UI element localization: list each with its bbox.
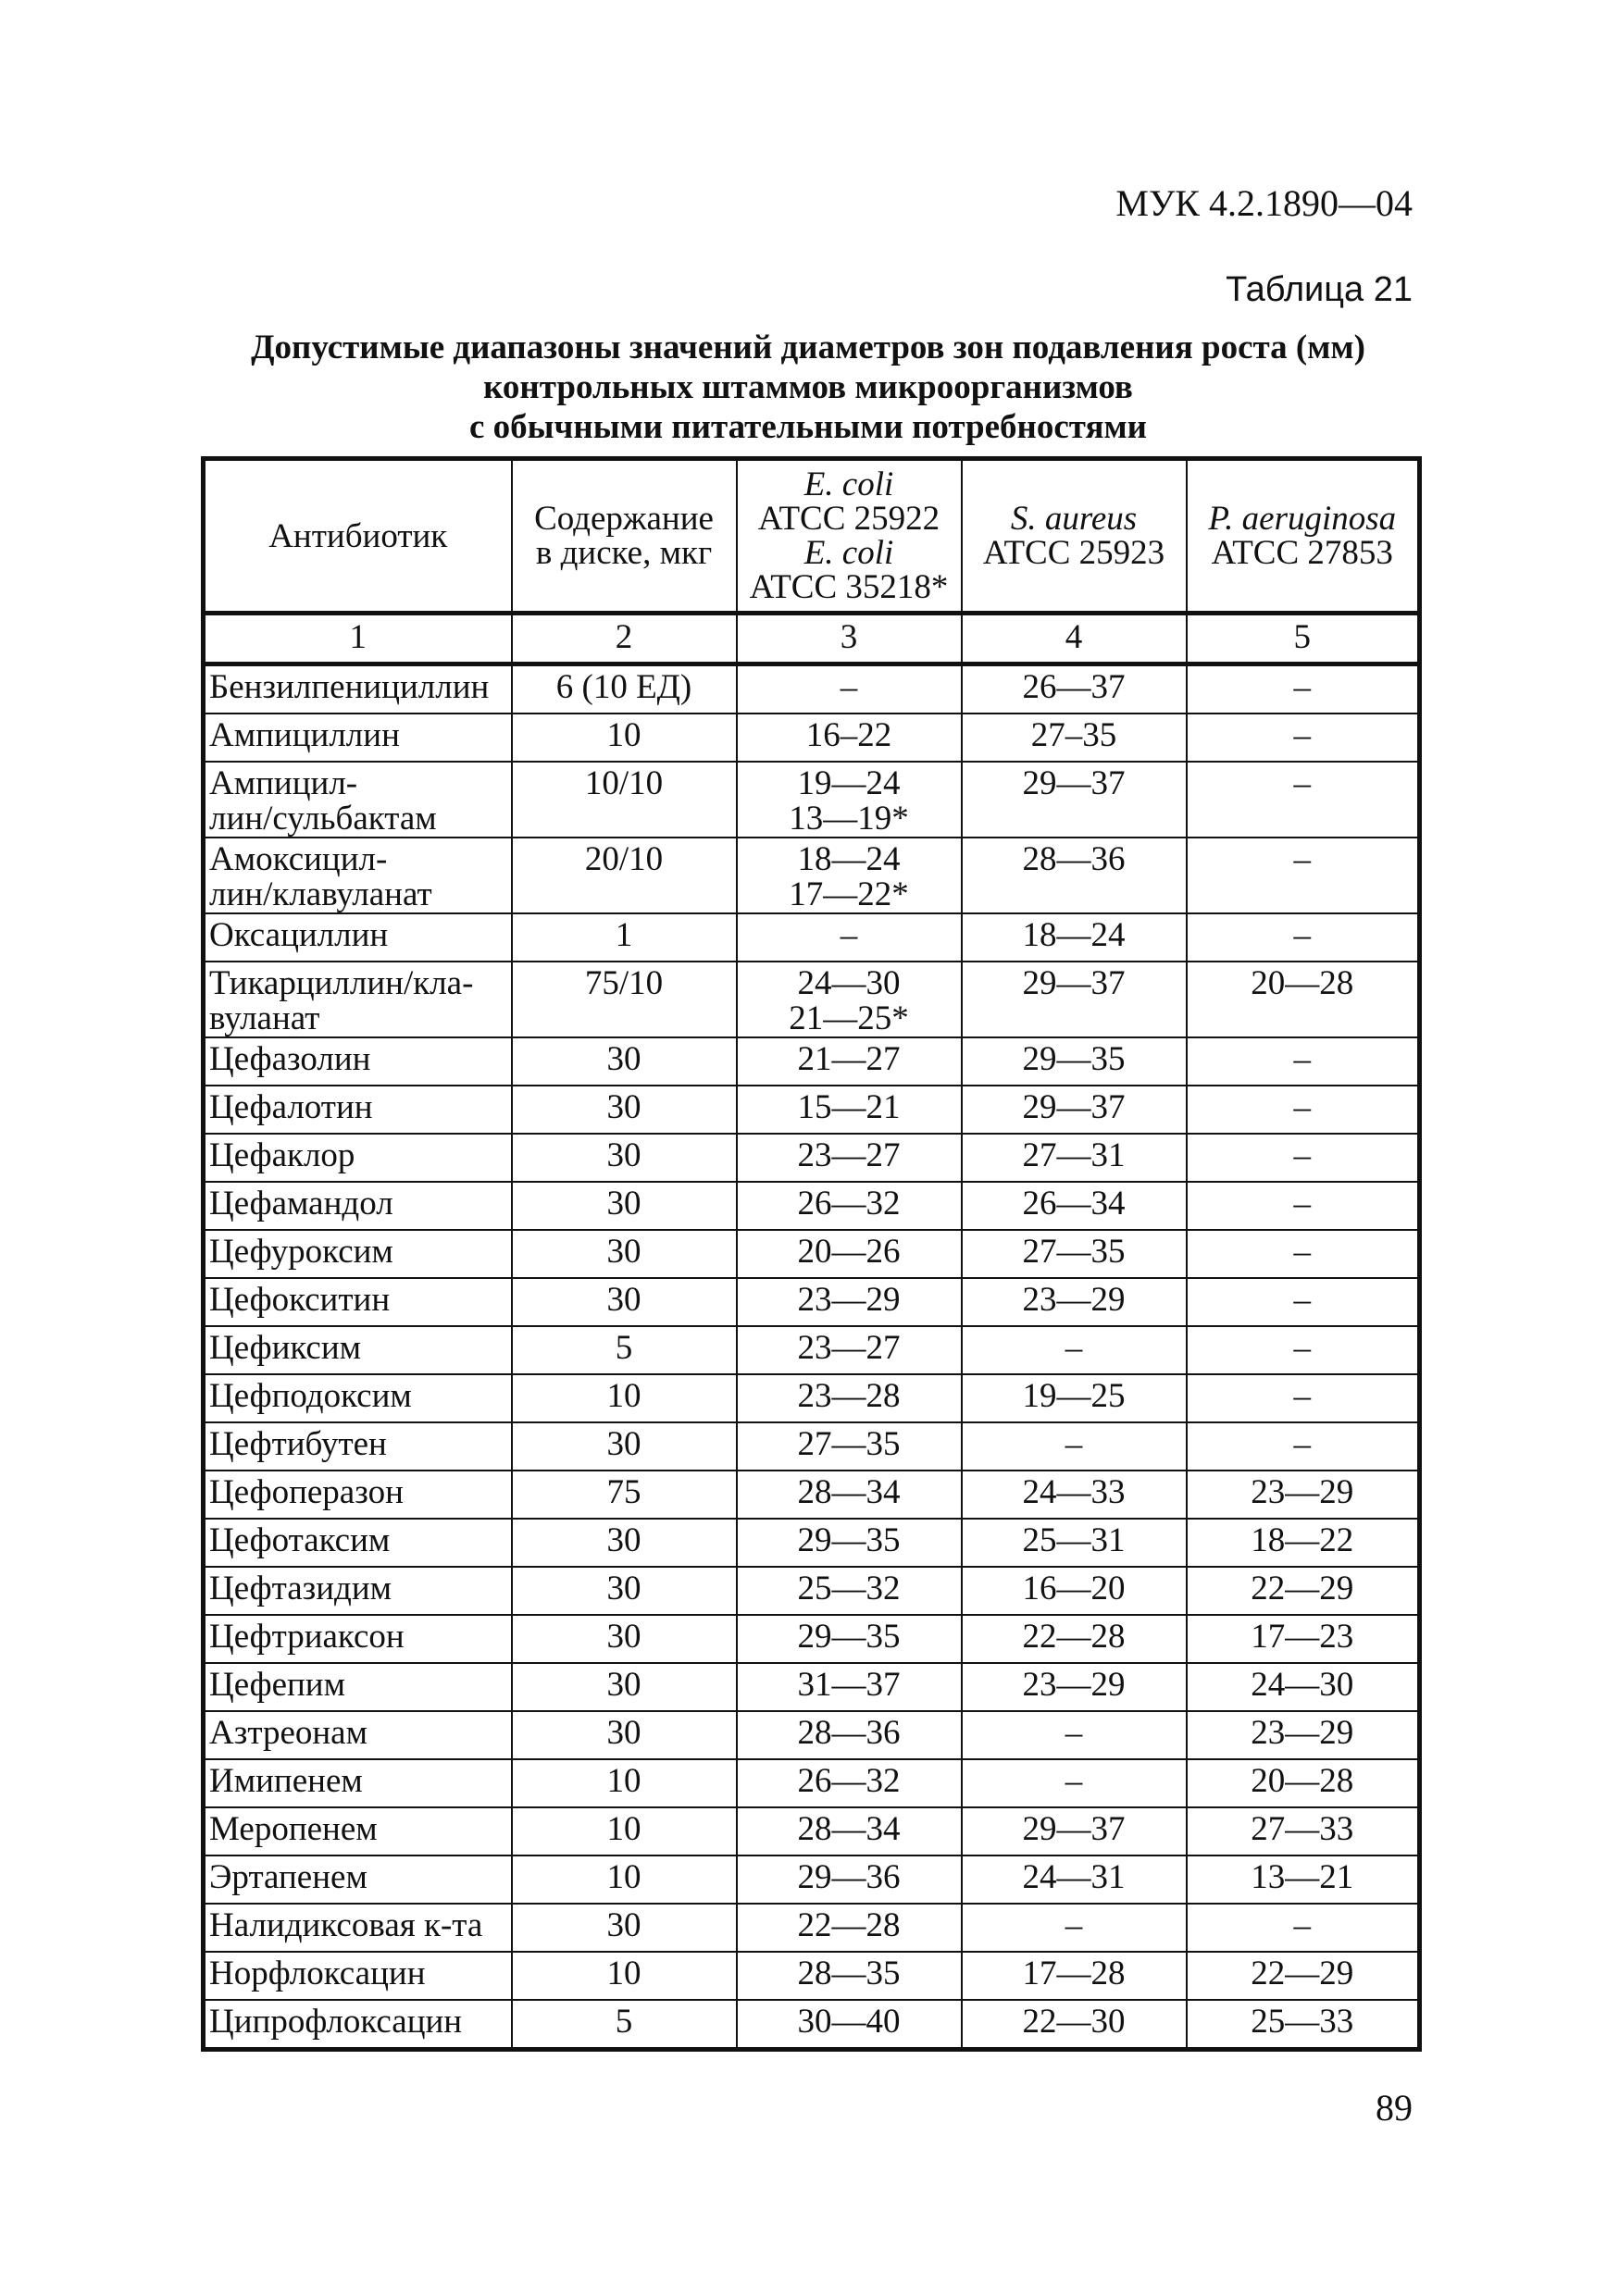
antibiotic-name: Ципрофлоксацин <box>204 2000 512 2050</box>
ecoli-range: 24—30 21—25* <box>737 962 962 1037</box>
saureus-range: – <box>962 1759 1187 1807</box>
table-row <box>204 913 1420 962</box>
column-number: 1 <box>204 614 512 664</box>
saureus-range: 26—34 <box>962 1182 1187 1230</box>
disk-content: 10 <box>512 1374 737 1422</box>
column-number-row <box>204 614 1420 664</box>
antibiotic-name: Азтреонам <box>204 1711 512 1759</box>
table-row <box>204 1471 1420 1519</box>
paeruginosa-range: 22—29 <box>1187 1952 1420 2000</box>
disk-content: 10 <box>512 1807 737 1855</box>
ecoli-range: 26—32 <box>737 1182 962 1230</box>
disk-content: 30 <box>512 1422 737 1471</box>
ecoli-range: 28—34 <box>737 1807 962 1855</box>
table-row <box>204 1759 1420 1807</box>
table-row <box>204 1278 1420 1326</box>
header-antibiotic: Антибиотик <box>204 459 512 614</box>
ecoli-range: 30—40 <box>737 2000 962 2050</box>
antibiotic-name: Цефамандол <box>204 1182 512 1230</box>
paeruginosa-range: – <box>1187 1182 1420 1230</box>
ecoli-range: 31—37 <box>737 1663 962 1711</box>
disk-content: 5 <box>512 1326 737 1374</box>
table-row <box>204 2000 1420 2050</box>
table-row <box>204 1663 1420 1711</box>
ecoli-range: 21—27 <box>737 1037 962 1086</box>
disk-content: 30 <box>512 1134 737 1182</box>
title-line-2: контрольных штаммов микроорганизмов <box>483 368 1133 406</box>
ecoli-range: 18—24 17—22* <box>737 838 962 913</box>
disk-content: 5 <box>512 2000 737 2050</box>
table-row <box>204 1134 1420 1182</box>
saureus-range: 24—33 <box>962 1471 1187 1519</box>
paeruginosa-range: 25—33 <box>1187 2000 1420 2050</box>
saureus-range: 17—28 <box>962 1952 1187 2000</box>
disk-content: 30 <box>512 1567 737 1615</box>
paeruginosa-range: – <box>1187 1278 1420 1326</box>
antibiotic-name: Цефотаксим <box>204 1519 512 1567</box>
table-row <box>204 1711 1420 1759</box>
paeruginosa-range: – <box>1187 1086 1420 1134</box>
paeruginosa-range: 20—28 <box>1187 1759 1420 1807</box>
saureus-range: 29—37 <box>962 1086 1187 1134</box>
saureus-range: 29—35 <box>962 1037 1187 1086</box>
saureus-range: 26—37 <box>962 664 1187 714</box>
ecoli-range: 22—28 <box>737 1904 962 1952</box>
table-row <box>204 838 1420 913</box>
paeruginosa-range: 18—22 <box>1187 1519 1420 1567</box>
antibiotic-name: Цефуроксим <box>204 1230 512 1278</box>
saureus-range: 22—30 <box>962 2000 1187 2050</box>
ecoli-range: 23—27 <box>737 1326 962 1374</box>
ecoli-range: – <box>737 664 962 714</box>
table-row <box>204 1422 1420 1471</box>
ecoli-range: 16–22 <box>737 714 962 762</box>
paeruginosa-range: – <box>1187 1374 1420 1422</box>
header-ecoli: E. coli ATCC 25922 E. coli ATCC 35218* <box>737 459 962 614</box>
disk-content: 10 <box>512 1952 737 2000</box>
disk-content: 30 <box>512 1230 737 1278</box>
paeruginosa-range: – <box>1187 762 1420 838</box>
table-row <box>204 1807 1420 1855</box>
table-row <box>204 1182 1420 1230</box>
ecoli-range: 23—28 <box>737 1374 962 1422</box>
saureus-range: 24—31 <box>962 1855 1187 1904</box>
table-row <box>204 1904 1420 1952</box>
disk-content: 30 <box>512 1278 737 1326</box>
antibiotic-name: Ампицил- лин/сульбактам <box>204 762 512 838</box>
saureus-range: 23—29 <box>962 1663 1187 1711</box>
disk-content: 10 <box>512 1759 737 1807</box>
saureus-range: 28—36 <box>962 838 1187 913</box>
column-number: 5 <box>1187 614 1420 664</box>
antibiotic-name: Бензилпенициллин <box>204 664 512 714</box>
antibiotic-name: Тикарциллин/кла- вуланат <box>204 962 512 1037</box>
disk-content: 30 <box>512 1086 737 1134</box>
antibiotic-name: Цефтибутен <box>204 1422 512 1471</box>
table-row <box>204 664 1420 714</box>
paeruginosa-range: – <box>1187 664 1420 714</box>
disk-content: 30 <box>512 1615 737 1663</box>
ecoli-range: – <box>737 913 962 962</box>
saureus-range: 27–35 <box>962 714 1187 762</box>
paeruginosa-range: 20—28 <box>1187 962 1420 1037</box>
table-row <box>204 1230 1420 1278</box>
saureus-range: – <box>962 1326 1187 1374</box>
column-number: 3 <box>737 614 962 664</box>
paeruginosa-range: – <box>1187 1134 1420 1182</box>
saureus-range: 29—37 <box>962 1807 1187 1855</box>
ecoli-range: 29—35 <box>737 1615 962 1663</box>
table-row <box>204 1374 1420 1422</box>
table-row <box>204 1086 1420 1134</box>
title-line-1: Допустимые диапазоны значений диаметров зон подавления роста (мм) <box>251 329 1365 366</box>
column-number: 4 <box>962 614 1187 664</box>
antibiotic-name: Цефтриаксон <box>204 1615 512 1663</box>
antibiotic-name: Цефподоксим <box>204 1374 512 1422</box>
antibiotic-name: Норфлоксацин <box>204 1952 512 2000</box>
ecoli-range: 23—29 <box>737 1278 962 1326</box>
saureus-range: – <box>962 1711 1187 1759</box>
antibiotic-name: Эртапенем <box>204 1855 512 1904</box>
disk-content: 30 <box>512 1711 737 1759</box>
table-row <box>204 762 1420 838</box>
antibiotic-name: Цефаклор <box>204 1134 512 1182</box>
ecoli-range: 28—34 <box>737 1471 962 1519</box>
paeruginosa-range: – <box>1187 1230 1420 1278</box>
saureus-range: 29—37 <box>962 762 1187 838</box>
table-row <box>204 1567 1420 1615</box>
table-row <box>204 1519 1420 1567</box>
table-header-row <box>204 459 1420 614</box>
document-code: МУК 4.2.1890—04 <box>1115 182 1413 224</box>
table-row <box>204 1952 1420 2000</box>
title-line-3: с обычными питательными потребностями <box>468 408 1148 446</box>
ecoli-range: 29—35 <box>737 1519 962 1567</box>
zone-diameter-table <box>201 456 1422 2052</box>
paeruginosa-range: – <box>1187 838 1420 913</box>
table-row <box>204 1326 1420 1374</box>
saureus-range: 16—20 <box>962 1567 1187 1615</box>
header-paeruginosa: P. aeruginosa ATCC 27853 <box>1187 459 1420 614</box>
disk-content: 30 <box>512 1182 737 1230</box>
table-row <box>204 1037 1420 1086</box>
saureus-range: 18—24 <box>962 913 1187 962</box>
saureus-range: 27—31 <box>962 1134 1187 1182</box>
disk-content: 75 <box>512 1471 737 1519</box>
ecoli-range: 27—35 <box>737 1422 962 1471</box>
ecoli-range: 20—26 <box>737 1230 962 1278</box>
paeruginosa-range: 24—30 <box>1187 1663 1420 1711</box>
table-row <box>204 1615 1420 1663</box>
disk-content: 75/10 <box>512 962 737 1037</box>
disk-content: 6 (10 ЕД) <box>512 664 737 714</box>
antibiotic-name: Ампициллин <box>204 714 512 762</box>
disk-content: 10 <box>512 1855 737 1904</box>
saureus-range: 22—28 <box>962 1615 1187 1663</box>
antibiotic-name: Налидиксовая к-та <box>204 1904 512 1952</box>
antibiotic-name: Цефокситин <box>204 1278 512 1326</box>
ecoli-range: 25—32 <box>737 1567 962 1615</box>
antibiotic-name: Амоксицил- лин/клавуланат <box>204 838 512 913</box>
disk-content: 30 <box>512 1663 737 1711</box>
paeruginosa-range: 22—29 <box>1187 1567 1420 1615</box>
antibiotic-name: Оксациллин <box>204 913 512 962</box>
disk-content: 30 <box>512 1519 737 1567</box>
saureus-range: 27—35 <box>962 1230 1187 1278</box>
paeruginosa-range: 17—23 <box>1187 1615 1420 1663</box>
disk-content: 10 <box>512 714 737 762</box>
saureus-range: 23—29 <box>962 1278 1187 1326</box>
ecoli-range: 19—24 13—19* <box>737 762 962 838</box>
ecoli-range: 28—35 <box>737 1952 962 2000</box>
header-saureus: S. aureus ATCC 25923 <box>962 459 1187 614</box>
paeruginosa-range: – <box>1187 1422 1420 1471</box>
table-row <box>204 714 1420 762</box>
page-number: 89 <box>1376 2087 1413 2128</box>
disk-content: 1 <box>512 913 737 962</box>
ecoli-range: 23—27 <box>737 1134 962 1182</box>
table-body <box>204 664 1420 2050</box>
paeruginosa-range: – <box>1187 913 1420 962</box>
paeruginosa-range: 23—29 <box>1187 1711 1420 1759</box>
paeruginosa-range: – <box>1187 1326 1420 1374</box>
antibiotic-name: Цефиксим <box>204 1326 512 1374</box>
ecoli-range: 28—36 <box>737 1711 962 1759</box>
table-row <box>204 962 1420 1037</box>
antibiotic-name: Цефоперазон <box>204 1471 512 1519</box>
paeruginosa-range: 23—29 <box>1187 1471 1420 1519</box>
saureus-range: – <box>962 1904 1187 1952</box>
saureus-range: 19—25 <box>962 1374 1187 1422</box>
ecoli-range: 15—21 <box>737 1086 962 1134</box>
antibiotic-name: Цефалотин <box>204 1086 512 1134</box>
paeruginosa-range: – <box>1187 1904 1420 1952</box>
ecoli-range: 26—32 <box>737 1759 962 1807</box>
saureus-range: 29—37 <box>962 962 1187 1037</box>
paeruginosa-range: – <box>1187 1037 1420 1086</box>
paeruginosa-range: 27—33 <box>1187 1807 1420 1855</box>
paeruginosa-range: 13—21 <box>1187 1855 1420 1904</box>
saureus-range: 25—31 <box>962 1519 1187 1567</box>
disk-content: 10/10 <box>512 762 737 838</box>
antibiotic-name: Меропенем <box>204 1807 512 1855</box>
antibiotic-name: Имипенем <box>204 1759 512 1807</box>
header-content: Содержание в диске, мкг <box>512 459 737 614</box>
saureus-range: – <box>962 1422 1187 1471</box>
disk-content: 30 <box>512 1904 737 1952</box>
column-number: 2 <box>512 614 737 664</box>
disk-content: 20/10 <box>512 838 737 913</box>
antibiotic-name: Цефепим <box>204 1663 512 1711</box>
antibiotic-name: Цефтазидим <box>204 1567 512 1615</box>
antibiotic-name: Цефазолин <box>204 1037 512 1086</box>
table-title <box>201 328 1415 447</box>
table-row <box>204 1855 1420 1904</box>
ecoli-range: 29—36 <box>737 1855 962 1904</box>
table-label: Таблица 21 <box>1226 270 1413 309</box>
paeruginosa-range: – <box>1187 714 1420 762</box>
disk-content: 30 <box>512 1037 737 1086</box>
